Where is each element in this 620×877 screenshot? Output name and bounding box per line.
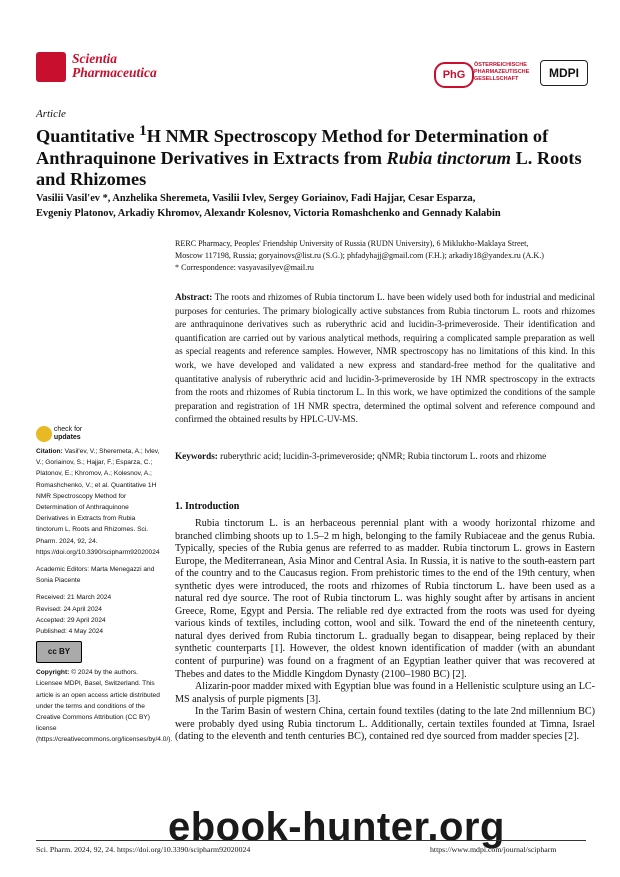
citation xyxy=(36,446,163,558)
check-updates-icon xyxy=(36,426,52,442)
introduction-body xyxy=(175,518,595,744)
journal-name xyxy=(72,52,157,80)
date-revised: Revised: 24 April 2024 xyxy=(36,605,102,613)
academic-editors: Academic Editors: Marta Menegazzi and Sonia Piacente xyxy=(36,566,155,585)
abstract-label: Abstract: xyxy=(175,292,213,302)
affiliation-line2: Moscow 117198, Russia; goryainovs@list.ru (S.G.); phfadyhajj@gmail.com (F.H.); arkadiy18@yandex.ru (A.K.) xyxy=(175,251,544,260)
intro-paragraph-3: In the Tarim Basin of western China, certain found textiles (dating to the late 2nd millennium BC) were probably dyed using Rubia tinctorum L. Additionally, certain textiles founded at Timna, Israel (dating to the eleventh and tenth centuries BC), contained red dye sourced from madder species [2]. xyxy=(175,706,595,743)
phg-logo-icon: PhG xyxy=(434,62,474,88)
keywords xyxy=(175,450,595,463)
copyright-text: © 2024 by the authors. Licensee MDPI, Basel, Switzerland. This article is an open access article distributed under the terms and conditions of the Creative Commons Attribution (CC BY) license (https://creativecommons.org/licenses/by/4.0/). xyxy=(36,669,173,744)
copyright-label: Copyright: xyxy=(36,669,70,677)
date-published: Published: 4 May 2024 xyxy=(36,628,104,636)
section-heading-introduction: 1. Introduction xyxy=(175,501,240,512)
footer-divider xyxy=(36,840,586,841)
intro-paragraph-1: Rubia tinctorum L. is an herbaceous perennial plant with a woody horizontal rhizome and branched climbing shoots up to 1.5–2 m high, belonging to the family Rubiaceae and the genus Rubia. Typically, species of the Rubia genus are referred to as madder. Rubia tinctorum L. grows in Eastern Europe, the Mediterranean, Asia Minor and Central Asia. In Russia, it is native to the south-eastern part of the country and to the Caucasus region. From prehistoric times to the end of the 19th century, when synthetic dyes were introduced, the roots and rhizomes of Rubia tinctorum L. have been used as a natural red dye source. The root of Rubia tinctorum L. was highly sought after by artisans in ancient Greece, Rome, Egypt and Persia. The reliable red dye extracted from the roots was used for dyeing various kinds of textiles, including cotton, wool and silk. Toward the end of the nineteenth century, natural dyes derived from Rubia tinctorum L. gradually began to disappear, being replaced by their synthetic counterparts [1]. However, the oldest known identification of madder (with an abundant content of purpurine) was found on a fragment of an Egyptian leather quiver that was recovered at Thebes and dates to the Middle Kingdom Dynasty (2100–1980 BC) [2]. xyxy=(175,518,595,680)
check-label-1: check for xyxy=(53,426,83,433)
citation-label: Citation: xyxy=(36,448,63,455)
affiliation xyxy=(175,238,595,274)
page-title xyxy=(36,120,606,191)
phg-text-3: GESELLSCHAFT xyxy=(474,76,519,82)
cc-by-license-icon[interactable]: cc BY xyxy=(36,641,82,663)
mdpi-logo-icon: MDPI xyxy=(540,60,588,86)
title-italic: Rubia tinctorum xyxy=(386,147,511,168)
phg-text-2: PHARMAZEUTISCHE xyxy=(474,69,530,75)
check-label-2: updates xyxy=(53,434,81,441)
phg-society-name xyxy=(474,62,529,83)
authors-line2[interactable]: Evgeniy Platonov, Arkadiy Khromov, Alexandr Kolesnov, Victoria Romashchenko and Gennady Kalabin xyxy=(36,208,501,219)
journal-logo-icon xyxy=(36,52,66,82)
journal-name-line2: Pharmaceutica xyxy=(72,65,157,80)
correspondence: * Correspondence: vasyavasilyev@mail.ru xyxy=(175,263,314,272)
date-received: Received: 21 March 2024 xyxy=(36,594,112,602)
sidebar xyxy=(36,426,173,746)
date-accepted: Accepted: 29 April 2024 xyxy=(36,616,106,624)
author-list xyxy=(36,191,596,221)
title-part3: L. Roots and Rhizomes xyxy=(36,147,582,190)
abstract xyxy=(175,291,595,427)
intro-paragraph-2: Alizarin-poor madder mixed with Egyptian blue was found in a Hellenistic sculpture using an LC-MS analysis of purple pigments [3]. xyxy=(175,681,595,705)
keywords-label: Keywords: xyxy=(175,451,218,461)
journal-name-line1: Scientia xyxy=(72,51,118,66)
authors-line1[interactable]: Vasilii Vasil'ev *, Anzhelika Sheremeta, Vasilii Ivlev, Sergey Goriainov, Fadi Hajjar, Cesar Esparza, xyxy=(36,193,476,204)
citation-text: Vasil'ev, V.; Sheremeta, A.; Ivlev, V.; Goriainov, S.; Hajjar, F.; Esparza, C.; Platonov, E.; Khromov, A.; Kolesnov, A.; Romashchenko, V.; et al. Quantitative 1H NMR Spectroscopy Method for Determination of Anthraquinone Derivatives in Extracts from Rubia tinctorum L. Roots and Rhizomes. Sci. Pharm. 2024, 92, 24. https://doi.org/10.3390/scipharm92020024 xyxy=(36,448,160,556)
footer-journal-link[interactable]: https://www.mdpi.com/journal/scipharm xyxy=(430,845,557,854)
title-part1: Quantitative xyxy=(36,126,140,147)
title-sup: 1 xyxy=(139,122,147,139)
keywords-text: ruberythric acid; lucidin-3-primeveroside; qNMR; Rubia tinctorum L. roots and rhizome xyxy=(220,451,547,461)
copyright xyxy=(36,667,173,745)
article-type: Article xyxy=(36,108,66,120)
phg-text-1: ÖSTERREICHISCHE xyxy=(474,62,527,68)
affiliation-line1: RERC Pharmacy, Peoples' Friendship University of Russia (RUDN University), 6 Miklukho-Maklaya Street, xyxy=(175,239,529,248)
abstract-text: The roots and rhizomes of Rubia tinctorum L. have been widely used both for industrial and medicinal purposes for centuries. The primary biologically active substances from Rubia tinctorum L. roots and rhizomes are anthraquinone derivatives such as ruberythric acid and lucidin-3-primeveroside. Their identification and quantification are carried out by various analytical methods, requiring a complicated sample preparation as well as special reagents and reference samples. However, NMR spectroscopy has no limitations of this kind. In this work, we have developed and validated a new express and standard-free method for the qualitative and quantitative analysis of ruberythric acid and lucidin-3-primeveroside by 1H NMR spectroscopy in the extracts from the roots and rhizomes of Rubia tinctorum L. In this work, we have optimized the conditions of the sample preparation and registration of 1H NMR spectra, determined the optimal solvent and reference compound and confirmed the obtained results by HPLC-UV-MS. xyxy=(175,292,595,425)
footer-citation[interactable]: Sci. Pharm. 2024, 92, 24. https://doi.org/10.3390/scipharm92020024 xyxy=(36,845,251,854)
title-part2: H NMR Spectroscopy Method for Determination of Anthraquinone Derivatives in Extracts from xyxy=(36,126,549,168)
watermark: ebook-hunter.org xyxy=(168,805,505,849)
check-for-updates-button[interactable] xyxy=(36,426,163,442)
